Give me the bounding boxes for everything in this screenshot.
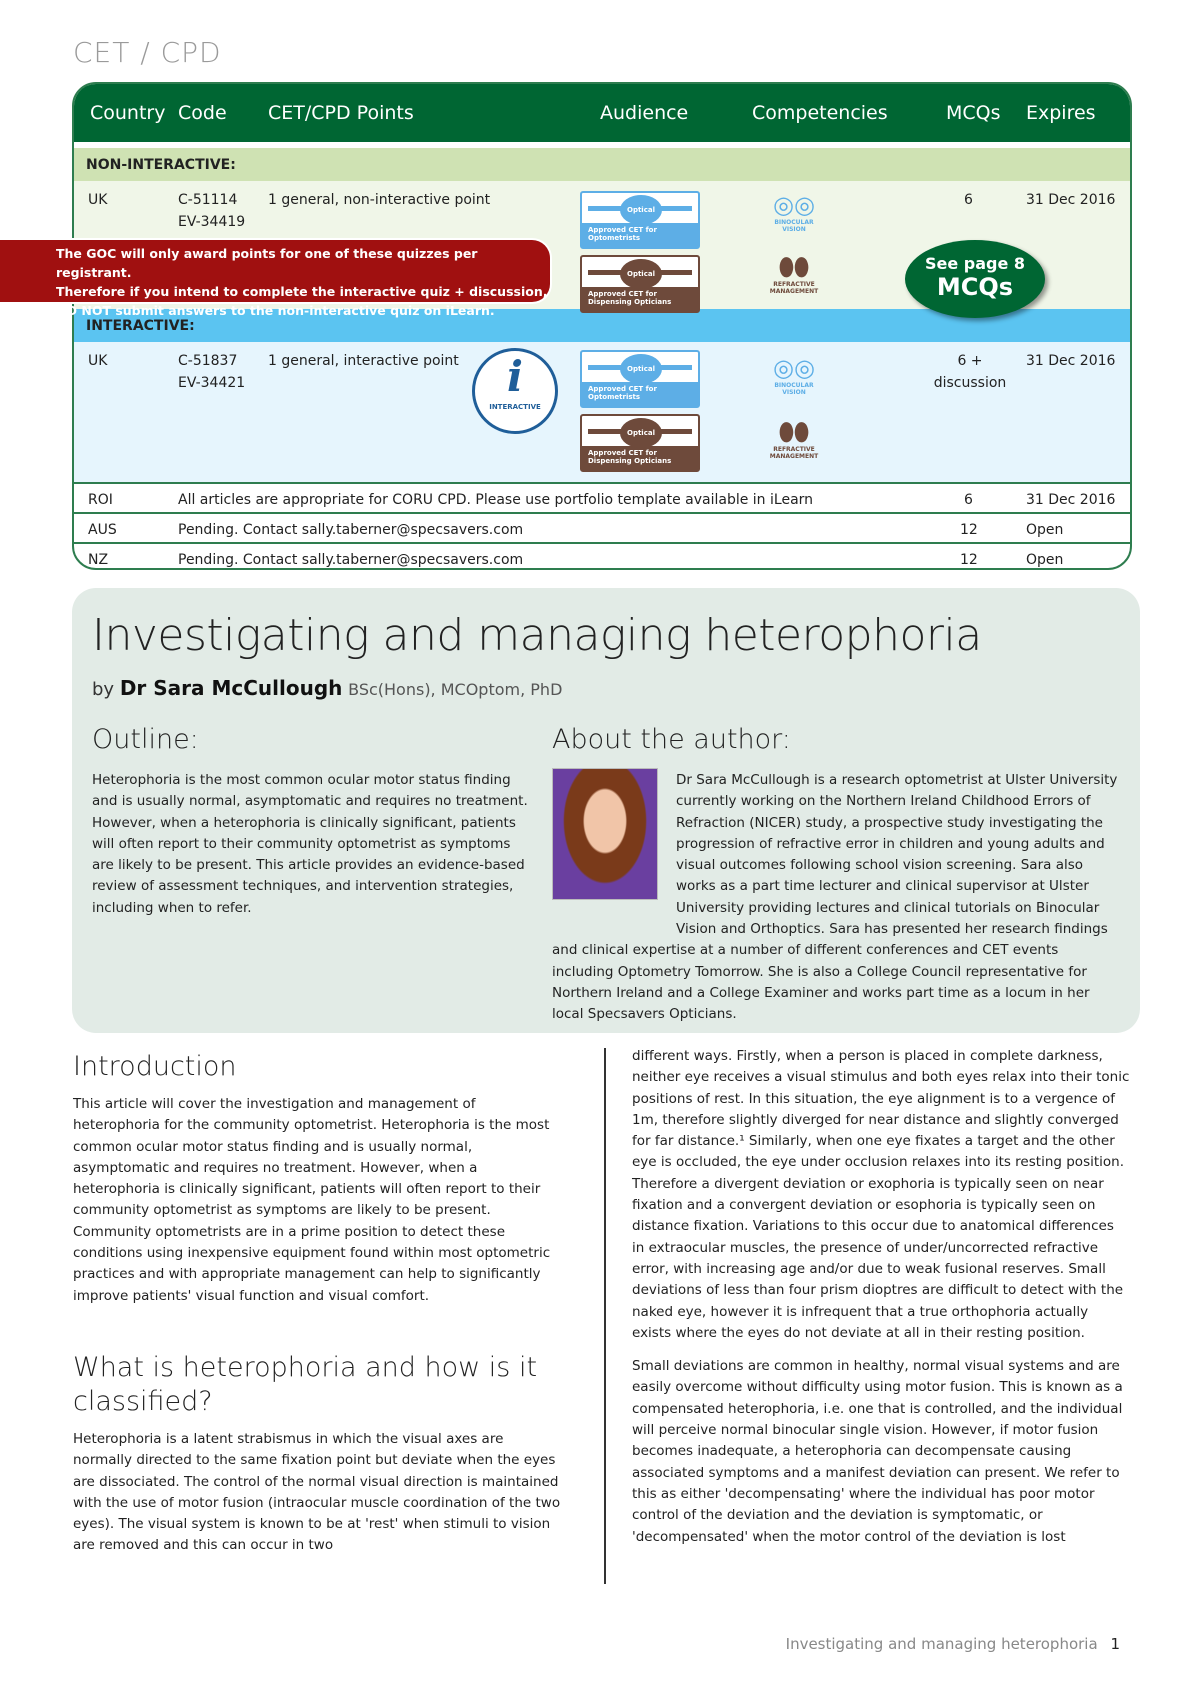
introduction-heading: Introduction (73, 1051, 237, 1082)
binocular-vision-icon: ◎◎ BINOCULAR VISION (773, 191, 815, 233)
row-text: Pending. Contact sally.taberner@specsavers.com (178, 522, 524, 538)
code-c: C-51114 (178, 192, 238, 208)
mcqs: 6 + discussion (933, 353, 1007, 391)
code-c: C-51837 (178, 353, 238, 369)
country: AUS (88, 522, 117, 538)
header-mcqs: MCQs (946, 102, 1001, 124)
row-text: All articles are appropriate for CORU CPD. Please use portfolio template available in iLearn (178, 492, 814, 508)
table-row-nz (74, 542, 1130, 570)
goc-warning-banner: The GOC will only award points for one of these quizzes per registrant. Therefore if you intend to complete the interactive quiz + discussion, DO NOT submit answers to the non-interactive quiz on iLearn. (0, 238, 552, 304)
what-is-heterophoria-heading: What is heterophoria and how is it classified? (73, 1351, 538, 1417)
expires: Open (1026, 552, 1064, 568)
what-is-heterophoria-text: Heterophoria is a latent strabismus in which the visual axes are normally directed to the same fixation point but deviate when the eyes are dissociated. The control of the normal visual direction is maintained with the use of motor fusion (intraocular muscle coordination of the two eyes). The visual system is known to be at 'rest' when stimuli to vision are removed and this can occur in two (73, 1430, 561, 1554)
author-name: Dr Sara McCullough (119, 676, 343, 700)
outline-heading: Outline: (92, 724, 199, 755)
mcqs: 12 (960, 552, 978, 568)
points: 1 general, non-interactive point (268, 192, 491, 208)
right-paragraph-1: different ways. Firstly, when a person is placed in complete darkness, neither eye receives a visual stimulus and both eyes relax into their tonic positions of rest. In this situation, the eye alignment is to a vergence of 1m, therefore slightly diverged for near distance and slightly converged for far distance.¹ Similarly, when one eye fixates a target and the other eye is occluded, the eye under occlusion relaxes into its resting position. Therefore a divergent deviation or exophoria is typically seen on near fixation and a convergent deviation or esophoria is typically seen on distance fixation. Variations to this occur due to anatomical differences in extraocular muscles, the presence of under/uncorrected refractive error, with increasing age and/or due to weak fusional reserves. Small deviations of less than four prism dioptres are difficult to detect with the naked eye, however it is infrequent that a true orthophoria actually exists where the eyes do not deviate at all in their resting position. (632, 1048, 1130, 1341)
expires: 31 Dec 2016 (1026, 492, 1116, 508)
interactive-icon: i INTERACTIVE (472, 348, 558, 434)
about-author-text: Dr Sara McCullough is a research optometrist at Ulster University currently working on the Northern Ireland Childhood Errors of Refraction (NICER) study, a prospective study investigating the progression of refractive error in children and young adults and visual outcomes following school vision screening. Sara also works as a part time lecturer and clinical supervisor at Ulster University providing lectures and clinical tutorials on Binocular Vision and Orthoptics. Sara has presented her research findings and clinical expertise at a number of different conferences and CET events including Optometry Tomorrow. She is also a College Council representative for Northern Ireland and a College Examiner and works part time as a locum in her local Specsavers Opticians. (552, 772, 1118, 1023)
expires: 31 Dec 2016 (1026, 192, 1116, 208)
mcqs: 6 (964, 492, 973, 508)
interactive-label: INTERACTIVE: (74, 309, 1130, 342)
code (178, 350, 245, 394)
article-title: Investigating and managing heterophoria (92, 610, 982, 661)
row-text: Pending. Contact sally.taberner@specsavers.com (178, 552, 524, 568)
country: UK (88, 192, 108, 208)
see-page-mcqs-badge[interactable]: See page 8 MCQs (905, 240, 1045, 318)
table-row-roi (74, 482, 1130, 512)
header-points: CET/CPD Points (268, 102, 414, 124)
mcqs: 12 (960, 522, 978, 538)
header-country: Country (90, 102, 166, 124)
column-divider (604, 1048, 606, 1584)
header-competencies: Competencies (752, 102, 888, 124)
non-interactive-label: NON-INTERACTIVE: (74, 148, 1130, 181)
goc-optometrists-badge: Optical Approved CET for Optometrists (580, 191, 700, 249)
header-expires: Expires (1026, 102, 1096, 124)
article-header-box (72, 588, 1140, 1033)
expires: Open (1026, 522, 1064, 538)
cet-table (72, 82, 1132, 570)
header-code: Code (178, 102, 227, 124)
header-audience: Audience (600, 102, 689, 124)
byline: by Dr Sara McCullough BSc(Hons), MCOptom, PhD (92, 676, 563, 700)
page-number: 1 (1110, 1635, 1120, 1653)
goc-dispensing-opticians-badge: Optical Approved CET for Dispensing Opticians (580, 255, 700, 313)
points: 1 general, interactive point (268, 353, 459, 369)
expires: 31 Dec 2016 (1026, 353, 1116, 369)
table-header (74, 84, 1130, 142)
right-paragraph-2: Small deviations are common in healthy, normal visual systems and are easily overcome without difficulty using motor fusion. This is known as a compensated heterophoria, i.e. one that is controlled, and the individual will perceive normal binocular single vision. However, if motor fusion becomes inadequate, a heterophoria can decompensate causing associated symptoms and a manifest deviation can present. We refer to this as either 'decompensating' where the individual has poor motor control of the deviation and the deviation is symptomatic, or 'decompensated' when the motor control of the deviation is lost (632, 1358, 1123, 1545)
country: ROI (88, 492, 113, 508)
footer-title: Investigating and managing heterophoria (785, 1635, 1098, 1653)
code-ev: EV-34419 (178, 214, 246, 230)
code (178, 189, 245, 233)
left-column (73, 1050, 563, 1569)
right-column (632, 1046, 1130, 1560)
country: NZ (88, 552, 109, 568)
goc-optometrists-badge: Optical Approved CET for Optometrists (580, 350, 700, 408)
table-row-interactive (74, 342, 1130, 482)
about-heading: About the author: (552, 724, 791, 755)
refractive-management-icon: ⬮⬮ REFRACTIVE MANAGEMENT (769, 253, 819, 295)
section-title: CET / CPD (73, 36, 222, 69)
refractive-management-icon: ⬮⬮ REFRACTIVE MANAGEMENT (769, 418, 819, 460)
code-ev: EV-34421 (178, 375, 246, 391)
goc-dispensing-opticians-badge: Optical Approved CET for Dispensing Opticians (580, 414, 700, 472)
binocular-vision-icon: ◎◎ BINOCULAR VISION (773, 354, 815, 396)
page-footer (786, 1635, 1120, 1653)
introduction-text: This article will cover the investigation and management of heterophoria for the community optometrist. Heterophoria is the most common ocular motor status finding and is usually normal, asymptomatic and requires no treatment. However, when a heterophoria is clinically significant, patients will often report to their community optometrist as symptoms are likely to be present. Community optometrists are in a prime position to detect these conditions using inexpensive equipment found within most optometric practices and with appropriate management can help to significantly improve patients' visual function and visual comfort. (73, 1096, 551, 1304)
country: UK (88, 353, 108, 369)
author-qualifications: BSc(Hons), MCOptom, PhD (348, 680, 563, 699)
outline-text: Heterophoria is the most common ocular motor status finding and is usually normal, asymptomatic and requires no treatment. However, when a heterophoria is clinically significant, patients will often report to their community optometrist as symptoms are likely to be present. This article provides an evidence-based review of assessment techniques, and intervention strategies, including when to refer. (92, 772, 528, 916)
table-row-aus (74, 512, 1130, 542)
mcqs: 6 (964, 192, 973, 208)
